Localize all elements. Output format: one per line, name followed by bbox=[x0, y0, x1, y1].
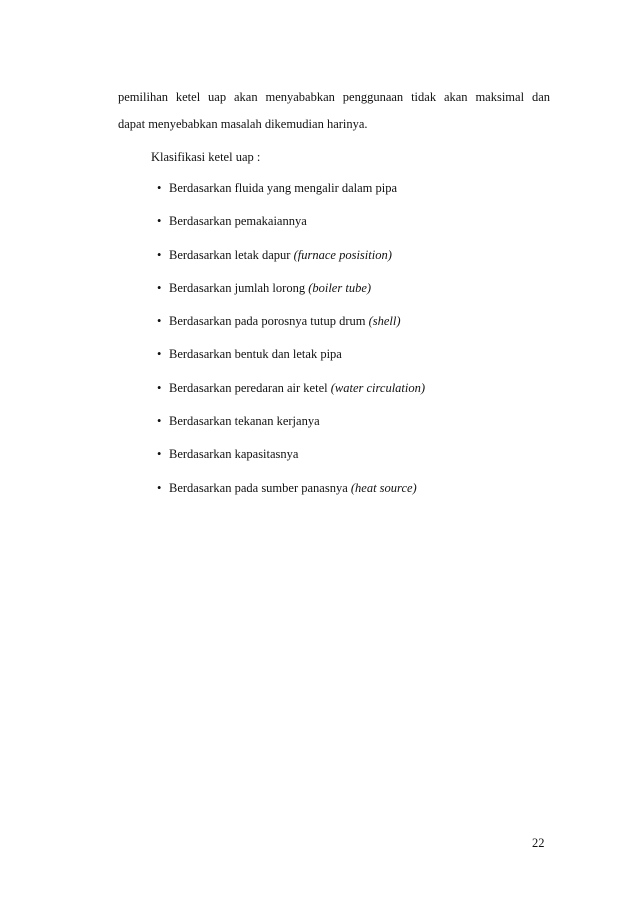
bullet-icon: • bbox=[157, 214, 162, 229]
list-item-text: Berdasarkan bentuk dan letak pipa bbox=[169, 347, 342, 362]
list-item-text: Berdasarkan jumlah lorong bbox=[169, 280, 309, 295]
list-item bbox=[157, 215, 425, 248]
list-item-term: (shell) bbox=[368, 314, 401, 329]
classification-heading: Klasifikasi ketel uap : bbox=[151, 150, 261, 164]
list-item bbox=[157, 448, 425, 481]
list-item bbox=[157, 282, 425, 315]
list-item-text: Berdasarkan pada sumber panasnya bbox=[169, 480, 351, 495]
list-item-text: Berdasarkan pemakaiannya bbox=[169, 214, 307, 229]
bullet-icon: • bbox=[157, 380, 162, 395]
list-item-term: (heat source) bbox=[350, 480, 417, 495]
list-item-text: Berdasarkan tekanan kerjanya bbox=[169, 414, 320, 429]
bullet-icon: • bbox=[157, 314, 162, 329]
paragraph-line-2: dapat menyebabkan masalah dikemudian harinya. bbox=[118, 117, 368, 131]
list-item bbox=[157, 348, 425, 381]
bullet-icon: • bbox=[157, 347, 162, 362]
list-item-text: Berdasarkan pada porosnya tutup drum bbox=[169, 314, 369, 329]
list-item bbox=[157, 415, 425, 448]
list-item-term: (water circulation) bbox=[330, 380, 426, 395]
bullet-icon: • bbox=[157, 414, 162, 429]
bullet-icon: • bbox=[157, 247, 162, 262]
list-item-text: Berdasarkan fluida yang mengalir dalam pipa bbox=[169, 181, 398, 195]
classification-list bbox=[157, 182, 425, 515]
page-number: 22 bbox=[532, 836, 545, 850]
list-item bbox=[157, 382, 425, 415]
list-item bbox=[157, 182, 425, 215]
bullet-icon: • bbox=[157, 447, 162, 462]
list-item-term: (boiler tube) bbox=[308, 280, 372, 295]
list-item-term: (furnace posisition) bbox=[293, 247, 392, 262]
list-item-text: Berdasarkan letak dapur bbox=[169, 247, 294, 262]
list-item bbox=[157, 315, 425, 348]
bullet-icon: • bbox=[157, 480, 162, 495]
list-item-text: Berdasarkan peredaran air ketel bbox=[169, 380, 331, 395]
bullet-icon: • bbox=[157, 181, 162, 195]
list-item bbox=[157, 249, 425, 282]
list-item bbox=[157, 482, 425, 515]
bullet-icon: • bbox=[157, 280, 162, 295]
paragraph-line-1: pemilihan ketel uap akan menyababkan penggunaan tidak akan maksimal dan bbox=[118, 90, 550, 104]
list-item-text: Berdasarkan kapasitasnya bbox=[169, 447, 299, 462]
